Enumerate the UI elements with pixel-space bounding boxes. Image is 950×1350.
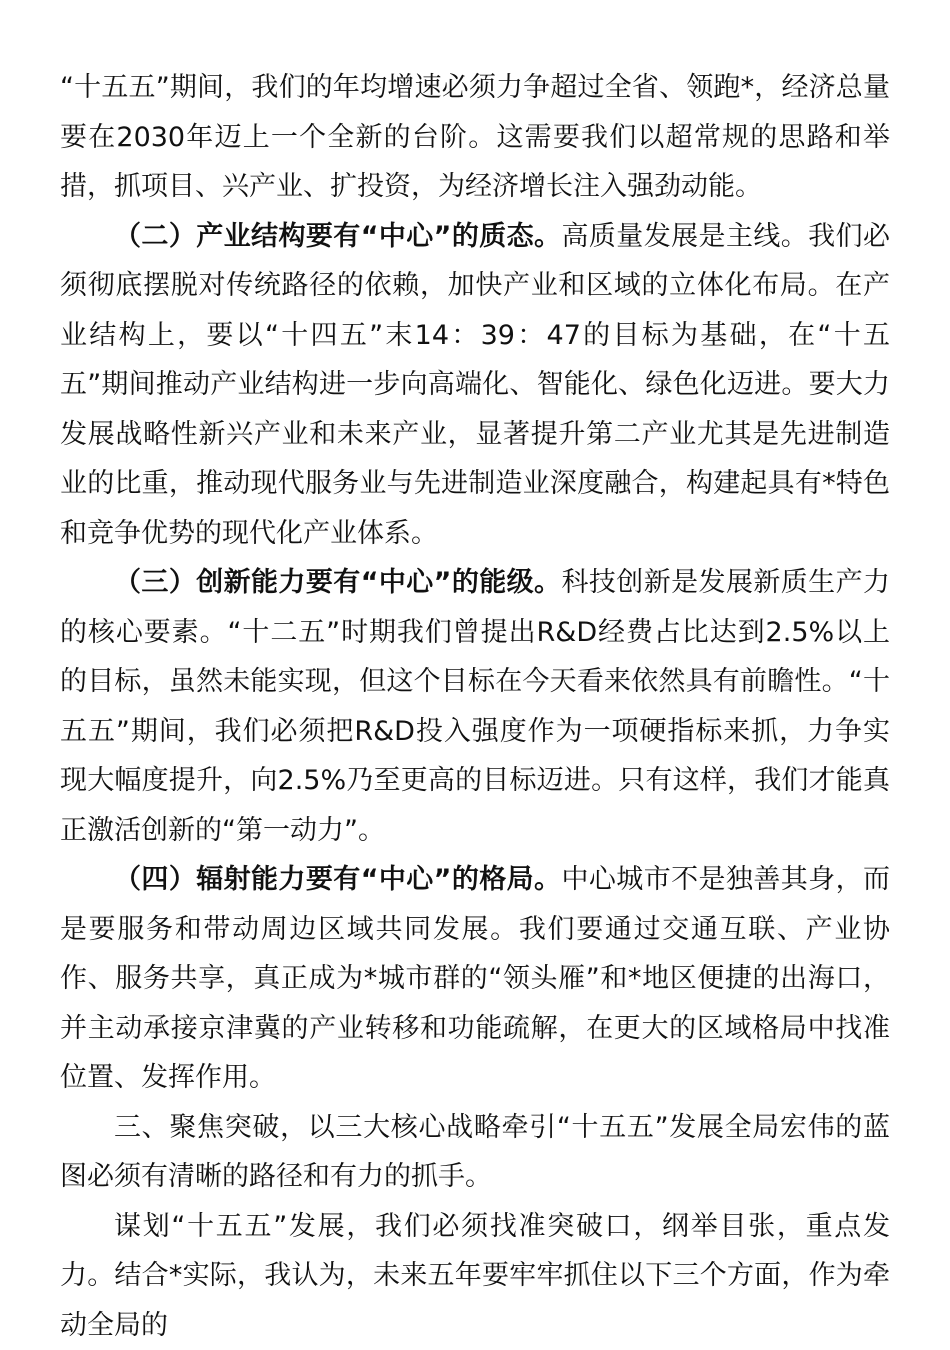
section-heading-innovation: （三）创新能力要有“中心”的能级。 <box>114 567 561 598</box>
paragraph-innovation <box>60 558 890 855</box>
paragraph-text: 高质量发展是主线。我们必须彻底摆脱对传统路径的依赖，加快产业和区域的立体化布局。在产业结构上，要以“十四五”末14：39：47的目标为基础，在“十五五”期间推动产业结构进一步向高端化、智能化、绿色化迈进。要大力发展战略性新兴产业和未来产业，显著提升第二产业尤其是先进制造业的比重，推动现代服务业与先进制造业深度融合，构建起具有*特色和竞争优势的现代化产业体系。 <box>60 221 890 549</box>
paragraph-text: 三、聚焦突破，以三大核心战略牵引“十五五”发展全局宏伟的蓝图必须有清晰的路径和有力的抓手。 <box>60 1112 890 1193</box>
section-heading-radiation: （四）辐射能力要有“中心”的格局。 <box>114 864 561 895</box>
section-heading-industrial-structure: （二）产业结构要有“中心”的质态。 <box>114 221 561 252</box>
paragraph-text: 科技创新是发展新质生产力的核心要素。“十二五”时期我们曾提出R&D经费占比达到2.5%以上的目标，虽然未能实现，但这个目标在今天看来依然具有前瞻性。“十五五”期间，我们必须把R&D投入强度作为一项硬指标来抓，力争实现大幅度提升，向2.5%乃至更高的目标迈进。只有这样，我们才能真正激活创新的“第一动力”。 <box>60 567 890 846</box>
paragraph-text: 中心城市不是独善其身，而是要服务和带动周边区域共同发展。我们要通过交通互联、产业协作、服务共享，真正成为*城市群的“领头雁”和*地区便捷的出海口，并主动承接京津冀的产业转移和功能疏解，在更大的区域格局中找准位置、发挥作用。 <box>60 864 890 1093</box>
paragraph-industrial-structure <box>60 212 890 559</box>
paragraph-text: “十五五”期间，我们的年均增速必须力争超过全省、领跑*，经济总量要在2030年迈上一个全新的台阶。这需要我们以超常规的思路和举措，抓项目、兴产业、扩投资，为经济增长注入强劲动能。 <box>60 72 890 202</box>
paragraph-planning <box>60 1202 890 1350</box>
paragraph-part-three-title <box>60 1103 890 1202</box>
paragraph-growth-target <box>60 63 890 212</box>
paragraph-text: 谋划“十五五”发展，我们必须找准突破口，纲举目张，重点发力。结合*实际，我认为，未来五年要牢牢抓住以下三个方面，作为牵动全局的 <box>60 1211 890 1341</box>
paragraph-radiation <box>60 855 890 1103</box>
